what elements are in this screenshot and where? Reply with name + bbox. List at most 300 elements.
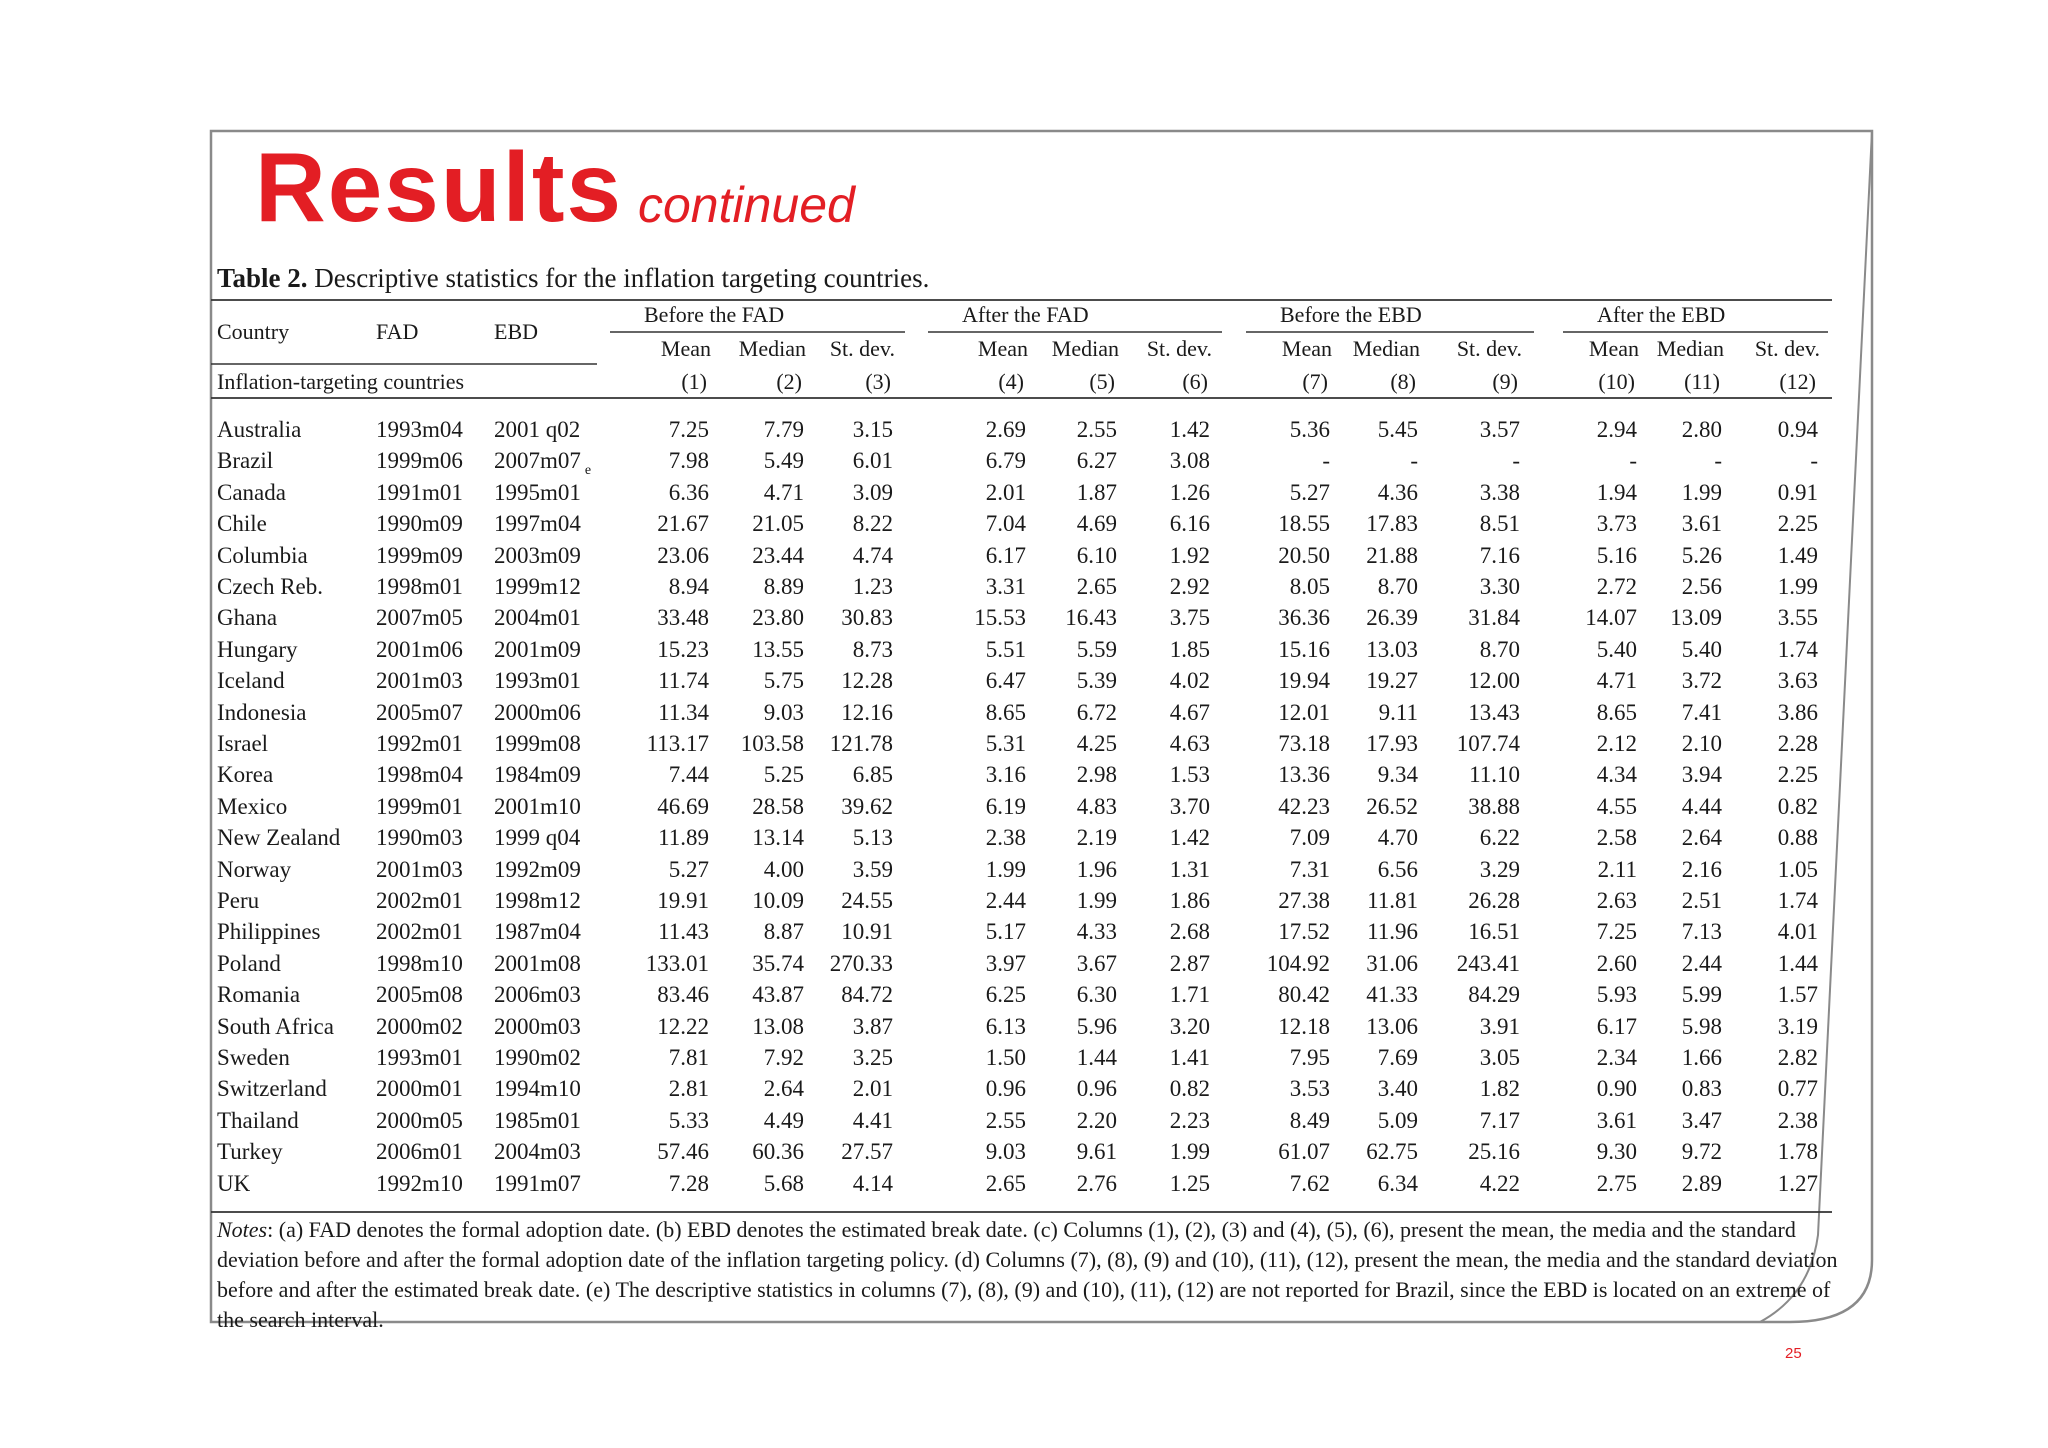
fad-cell: 1998m10 [376, 951, 463, 976]
value-cell: 7.92 [763, 1045, 804, 1070]
value-cell: 7.25 [668, 417, 709, 442]
value-cell: 7.98 [668, 448, 709, 473]
value-cell: 43.87 [752, 982, 804, 1007]
value-cell: 2.56 [1681, 574, 1722, 599]
value-cell: 8.73 [852, 637, 893, 662]
value-cell: 13.08 [752, 1014, 804, 1039]
value-cell: 31.84 [1468, 605, 1520, 630]
value-cell: 2.44 [1681, 951, 1722, 976]
value-cell: 2.11 [1597, 857, 1637, 882]
value-cell: 8.70 [1479, 637, 1520, 662]
sub-header: Mean [660, 336, 711, 361]
value-cell: 7.04 [985, 511, 1026, 536]
value-cell: 27.38 [1278, 888, 1330, 913]
value-cell: 3.53 [1289, 1076, 1330, 1101]
column-number: (4) [998, 369, 1024, 394]
value-cell: 113.17 [646, 731, 709, 756]
value-cell: 12.00 [1468, 668, 1520, 693]
value-cell: 1.05 [1777, 857, 1818, 882]
sub-header: St. dev. [1146, 336, 1212, 361]
value-cell: 6.36 [668, 480, 709, 505]
value-cell: 8.05 [1289, 574, 1330, 599]
value-cell: 0.88 [1777, 825, 1818, 850]
value-cell: 2.38 [985, 825, 1026, 850]
value-cell: 4.74 [852, 543, 893, 568]
ebd-cell: 1992m09 [494, 857, 581, 882]
value-cell: 1.96 [1076, 857, 1117, 882]
value-cell: 4.14 [852, 1171, 893, 1196]
country-cell: Czech Reb. [217, 574, 324, 599]
fad-cell: 1993m04 [376, 417, 463, 442]
value-cell: 3.87 [852, 1014, 893, 1039]
value-cell: 3.19 [1777, 1014, 1818, 1039]
country-cell: Philippines [217, 919, 321, 944]
ebd-cell: 2000m03 [494, 1014, 581, 1039]
value-cell: 4.00 [763, 857, 804, 882]
value-cell: 11.89 [658, 825, 709, 850]
value-cell: 2.23 [1169, 1108, 1210, 1133]
value-cell: 13.14 [752, 825, 804, 850]
value-cell: 133.01 [645, 951, 709, 976]
value-cell: 103.58 [740, 731, 804, 756]
value-cell: 5.98 [1681, 1014, 1722, 1039]
value-cell: 4.44 [1681, 794, 1722, 819]
value-cell: 3.86 [1777, 700, 1818, 725]
value-cell: 26.28 [1468, 888, 1520, 913]
value-cell: 6.56 [1377, 857, 1418, 882]
fad-cell: 1999m09 [376, 543, 463, 568]
ebd-cell: 1997m04 [494, 511, 581, 536]
column-number: (10) [1598, 369, 1635, 394]
value-cell: 9.30 [1596, 1139, 1637, 1164]
country-cell: Norway [217, 857, 292, 882]
value-cell: 5.26 [1681, 543, 1722, 568]
value-cell: 12.01 [1278, 700, 1330, 725]
country-cell: Chile [217, 511, 267, 536]
value-cell: 4.34 [1596, 762, 1637, 787]
value-cell: 6.16 [1169, 511, 1210, 536]
value-cell: 5.25 [763, 762, 804, 787]
country-cell: Turkey [217, 1139, 283, 1164]
value-cell: 0.82 [1777, 794, 1818, 819]
country-cell: UK [217, 1171, 251, 1196]
value-cell: 0.90 [1596, 1076, 1637, 1101]
value-cell: 24.55 [841, 888, 893, 913]
value-cell: 9.03 [763, 700, 804, 725]
value-cell: 7.81 [668, 1045, 709, 1070]
value-cell: 2.92 [1169, 574, 1210, 599]
country-cell: Thailand [217, 1108, 299, 1133]
group-header: After the EBD [1597, 302, 1726, 327]
value-cell: 11.74 [658, 668, 709, 693]
value-cell: 83.46 [657, 982, 709, 1007]
value-cell: 7.79 [763, 417, 804, 442]
country-cell: Poland [217, 951, 281, 976]
value-cell: 3.75 [1169, 605, 1210, 630]
value-cell: 6.19 [985, 794, 1026, 819]
value-cell: 4.71 [763, 480, 804, 505]
value-cell: 5.51 [985, 637, 1026, 662]
fad-cell: 1992m10 [376, 1171, 463, 1196]
ebd-cell: 1998m12 [494, 888, 581, 913]
sub-header: Mean [977, 336, 1028, 361]
country-cell: Hungary [217, 637, 298, 662]
value-cell: 30.83 [841, 605, 893, 630]
sub-header: Mean [1281, 336, 1332, 361]
value-cell: 5.59 [1076, 637, 1117, 662]
value-cell: 6.79 [985, 448, 1026, 473]
value-cell: 5.45 [1377, 417, 1418, 442]
value-cell: 14.07 [1585, 605, 1637, 630]
fad-cell: 1998m04 [376, 762, 463, 787]
value-cell: 1.50 [985, 1045, 1026, 1070]
table-notes [217, 1215, 1842, 1335]
value-cell: 8.22 [852, 511, 893, 536]
value-cell: 6.10 [1076, 543, 1117, 568]
group-header: Before the FAD [644, 302, 785, 327]
value-cell: 3.40 [1377, 1076, 1418, 1101]
value-cell: 1.27 [1777, 1171, 1818, 1196]
value-cell: 7.44 [668, 762, 709, 787]
value-cell: 6.22 [1479, 825, 1520, 850]
value-cell: 84.29 [1468, 982, 1520, 1007]
column-number: (11) [1684, 369, 1720, 394]
value-cell: 9.61 [1076, 1139, 1117, 1164]
value-cell: 5.96 [1076, 1014, 1117, 1039]
col-header-ebd: EBD [494, 319, 538, 344]
value-cell: 13.43 [1468, 700, 1520, 725]
value-cell: 6.30 [1076, 982, 1117, 1007]
value-cell: 0.96 [985, 1076, 1026, 1101]
fad-cell: 2001m06 [376, 637, 463, 662]
column-number: (6) [1182, 369, 1208, 394]
value-cell: 2.69 [985, 417, 1026, 442]
value-cell: 2.25 [1777, 762, 1818, 787]
value-cell: 7.41 [1681, 700, 1722, 725]
value-cell: 4.69 [1076, 511, 1117, 536]
value-cell: 9.03 [985, 1139, 1026, 1164]
value-cell: 21.67 [657, 511, 709, 536]
country-cell: Australia [217, 417, 302, 442]
value-cell: 2.20 [1076, 1108, 1117, 1133]
value-cell: 8.51 [1479, 511, 1520, 536]
value-cell: 3.38 [1479, 480, 1520, 505]
value-cell: 41.33 [1366, 982, 1418, 1007]
value-cell: 13.06 [1366, 1014, 1418, 1039]
value-cell: 6.17 [1596, 1014, 1637, 1039]
value-cell: 16.43 [1065, 605, 1117, 630]
value-cell: 5.93 [1596, 982, 1637, 1007]
value-cell: 5.13 [852, 825, 893, 850]
value-cell: 2.28 [1777, 731, 1818, 756]
value-cell: 23.44 [752, 543, 804, 568]
value-cell: 20.50 [1278, 543, 1330, 568]
country-cell: Mexico [217, 794, 288, 819]
value-cell: 107.74 [1456, 731, 1520, 756]
value-cell: - [1714, 448, 1722, 473]
value-cell: 0.94 [1777, 417, 1818, 442]
value-cell: 2.63 [1596, 888, 1637, 913]
value-cell: 1.86 [1169, 888, 1210, 913]
value-cell: 13.36 [1278, 762, 1330, 787]
value-cell: 6.47 [985, 668, 1026, 693]
ebd-cell: 2001m09 [494, 637, 581, 662]
value-cell: 5.17 [985, 919, 1026, 944]
ebd-cell: 2004m03 [494, 1139, 581, 1164]
value-cell: 8.89 [763, 574, 804, 599]
group-row-label: Inflation-targeting countries [217, 369, 465, 394]
value-cell: 12.22 [657, 1014, 709, 1039]
country-cell: Canada [217, 480, 286, 505]
sub-header: St. dev. [1754, 336, 1820, 361]
value-cell: 1.49 [1777, 543, 1818, 568]
value-cell: 4.67 [1169, 700, 1210, 725]
value-cell: 16.51 [1468, 919, 1520, 944]
value-cell: 2.38 [1777, 1108, 1818, 1133]
col-header-country: Country [217, 319, 290, 344]
ebd-cell: 1999m08 [494, 731, 581, 756]
value-cell: 35.74 [752, 951, 804, 976]
value-cell: 3.31 [985, 574, 1026, 599]
ebd-cell: 1984m09 [494, 762, 581, 787]
value-cell: 5.99 [1681, 982, 1722, 1007]
fad-cell: 1993m01 [376, 1045, 463, 1070]
value-cell: 2.98 [1076, 762, 1117, 787]
value-cell: 3.29 [1479, 857, 1520, 882]
country-cell: New Zealand [217, 825, 341, 850]
ebd-cell: 1990m02 [494, 1045, 581, 1070]
value-cell: - [1512, 448, 1520, 473]
value-cell: 2.55 [1076, 417, 1117, 442]
ebd-cell: 1999 q04 [494, 825, 581, 850]
value-cell: 6.72 [1076, 700, 1117, 725]
value-cell: 1.99 [1777, 574, 1818, 599]
column-number: (9) [1492, 369, 1518, 394]
value-cell: 0.83 [1681, 1076, 1722, 1101]
value-cell: 8.70 [1377, 574, 1418, 599]
value-cell: 3.61 [1681, 511, 1722, 536]
value-cell: 5.33 [668, 1108, 709, 1133]
value-cell: 1.42 [1169, 825, 1210, 850]
value-cell: 8.94 [668, 574, 709, 599]
value-cell: 26.39 [1366, 605, 1418, 630]
value-cell: 6.01 [852, 448, 893, 473]
value-cell: 2.16 [1681, 857, 1722, 882]
value-cell: 1.99 [1169, 1139, 1210, 1164]
value-cell: 1.25 [1169, 1171, 1210, 1196]
page-number: 25 [1785, 1345, 1802, 1362]
value-cell: 3.55 [1777, 605, 1818, 630]
value-cell: 19.94 [1278, 668, 1330, 693]
value-cell: 1.74 [1777, 637, 1818, 662]
ebd-cell: 1985m01 [494, 1108, 581, 1133]
notes-label: Notes [217, 1217, 268, 1242]
value-cell: 3.15 [852, 417, 893, 442]
value-cell: 6.85 [852, 762, 893, 787]
ebd-cell: 1991m07 [494, 1171, 581, 1196]
value-cell: 11.96 [1367, 919, 1418, 944]
value-cell: 5.49 [763, 448, 804, 473]
value-cell: 2.25 [1777, 511, 1818, 536]
value-cell: 84.72 [841, 982, 893, 1007]
group-header: After the FAD [962, 302, 1089, 327]
value-cell: 2.65 [985, 1171, 1026, 1196]
value-cell: 2.10 [1681, 731, 1722, 756]
value-cell: 10.91 [841, 919, 893, 944]
value-cell: 1.66 [1681, 1045, 1722, 1070]
value-cell: 60.36 [752, 1139, 804, 1164]
sub-header: Median [1352, 336, 1420, 361]
value-cell: 23.06 [657, 543, 709, 568]
value-cell: 2.60 [1596, 951, 1637, 976]
value-cell: 3.59 [852, 857, 893, 882]
value-cell: 7.13 [1681, 919, 1722, 944]
value-cell: 104.92 [1266, 951, 1330, 976]
value-cell: 38.88 [1468, 794, 1520, 819]
slide-title: Results [255, 132, 624, 242]
value-cell: 5.68 [763, 1171, 804, 1196]
value-cell: 28.58 [752, 794, 804, 819]
value-cell: 4.36 [1377, 480, 1418, 505]
notes-text: : (a) FAD denotes the formal adoption date. (b) EBD denotes the estimated break date. (c) Columns (1), (2), (3) and (4), (5), (6), present the mean, the media and the standard deviation before and after the formal adoption date of the inflation targeting policy. (d) Columns (7), (8), (9) and (10), (11), (12), present the mean, the media and the standard deviation before and after the estimated break date. (e) The descriptive statistics in columns (7), (8), (9) and (10), (11), (12) are not reported for Brazil, since the EBD is located on an extreme of the search interval. [217, 1217, 1838, 1332]
value-cell: 270.33 [829, 951, 893, 976]
value-cell: 1.99 [1681, 480, 1722, 505]
fad-cell: 2000m02 [376, 1014, 463, 1039]
country-cell: Indonesia [217, 700, 307, 725]
value-cell: 11.43 [658, 919, 709, 944]
fad-cell: 1999m06 [376, 448, 463, 473]
fad-cell: 1991m01 [376, 480, 463, 505]
value-cell: 2.34 [1596, 1045, 1637, 1070]
fad-cell: 2006m01 [376, 1139, 463, 1164]
value-cell: 4.63 [1169, 731, 1210, 756]
value-cell: 1.26 [1169, 480, 1210, 505]
ebd-cell: 1993m01 [494, 668, 581, 693]
value-cell: 9.72 [1681, 1139, 1722, 1164]
sub-header: Median [1051, 336, 1119, 361]
value-cell: 121.78 [829, 731, 893, 756]
value-cell: 1.31 [1169, 857, 1210, 882]
value-cell: 0.96 [1076, 1076, 1117, 1101]
value-cell: 4.41 [852, 1108, 893, 1133]
value-cell: 4.55 [1596, 794, 1637, 819]
value-cell: 2.55 [985, 1108, 1026, 1133]
value-cell: 2.64 [763, 1076, 804, 1101]
value-cell: 7.17 [1479, 1108, 1520, 1133]
sub-header: St. dev. [829, 336, 895, 361]
value-cell: 1.41 [1169, 1045, 1210, 1070]
value-cell: 12.18 [1278, 1014, 1330, 1039]
fad-cell: 2002m01 [376, 888, 463, 913]
value-cell: 4.25 [1076, 731, 1117, 756]
country-cell: Columbia [217, 543, 308, 568]
ebd-cell: 1995m01 [494, 480, 581, 505]
value-cell: 3.47 [1681, 1108, 1722, 1133]
fad-cell: 1990m03 [376, 825, 463, 850]
value-cell: 5.27 [668, 857, 709, 882]
value-cell: 36.36 [1278, 605, 1330, 630]
value-cell: 2.51 [1681, 888, 1722, 913]
value-cell: 6.27 [1076, 448, 1117, 473]
fad-cell: 2001m03 [376, 857, 463, 882]
value-cell: 15.23 [657, 637, 709, 662]
value-cell: 8.87 [763, 919, 804, 944]
value-cell: 15.53 [974, 605, 1026, 630]
value-cell: 2.64 [1681, 825, 1722, 850]
sub-header: St. dev. [1456, 336, 1522, 361]
country-cell: Iceland [217, 668, 285, 693]
value-cell: 57.46 [657, 1139, 709, 1164]
value-cell: 1.94 [1596, 480, 1637, 505]
value-cell: 17.93 [1366, 731, 1418, 756]
value-cell: 1.57 [1777, 982, 1818, 1007]
value-cell: 1.99 [1076, 888, 1117, 913]
value-cell: 4.70 [1377, 825, 1418, 850]
value-cell: 0.91 [1777, 480, 1818, 505]
sub-header: Mean [1588, 336, 1639, 361]
value-cell: 19.91 [657, 888, 709, 913]
fad-cell: 1992m01 [376, 731, 463, 756]
value-cell: 21.88 [1366, 543, 1418, 568]
value-cell: 5.27 [1289, 480, 1330, 505]
value-cell: 2.19 [1076, 825, 1117, 850]
value-cell: 2.65 [1076, 574, 1117, 599]
value-cell: 7.16 [1479, 543, 1520, 568]
fad-cell: 2007m05 [376, 605, 463, 630]
country-cell: Peru [217, 888, 260, 913]
table-label: Table 2. [217, 263, 308, 293]
ebd-cell: 2003m09 [494, 543, 581, 568]
value-cell: 9.34 [1377, 762, 1418, 787]
value-cell: 1.82 [1479, 1076, 1520, 1101]
value-cell: 18.55 [1278, 511, 1330, 536]
value-cell: 3.09 [852, 480, 893, 505]
value-cell: 1.44 [1777, 951, 1818, 976]
value-cell: 3.08 [1169, 448, 1210, 473]
value-cell: 2.58 [1596, 825, 1637, 850]
value-cell: 19.27 [1366, 668, 1418, 693]
value-cell: 11.34 [658, 700, 709, 725]
value-cell: 3.30 [1479, 574, 1520, 599]
fad-cell: 1990m09 [376, 511, 463, 536]
value-cell: 3.16 [985, 762, 1026, 787]
column-number: (7) [1302, 369, 1328, 394]
value-cell: 4.22 [1479, 1171, 1520, 1196]
ebd-cell: 2007m07 $_e$ [494, 448, 592, 478]
table-caption-text: Descriptive statistics for the inflation targeting countries. [314, 263, 930, 293]
value-cell: 5.36 [1289, 417, 1330, 442]
country-cell: Ghana [217, 605, 278, 630]
fad-cell: 1998m01 [376, 574, 463, 599]
column-number: (5) [1089, 369, 1115, 394]
value-cell: 2.01 [985, 480, 1026, 505]
value-cell: 4.33 [1076, 919, 1117, 944]
value-cell: 23.80 [752, 605, 804, 630]
value-cell: 6.34 [1377, 1171, 1418, 1196]
value-cell: 3.63 [1777, 668, 1818, 693]
value-cell: 8.65 [985, 700, 1026, 725]
value-cell: 13.55 [752, 637, 804, 662]
value-cell: 62.75 [1366, 1139, 1418, 1164]
sub-header: Median [1656, 336, 1724, 361]
country-cell: Sweden [217, 1045, 290, 1070]
column-number: (8) [1390, 369, 1416, 394]
fad-cell: 2005m07 [376, 700, 463, 725]
value-cell: 1.85 [1169, 637, 1210, 662]
value-cell: 10.09 [752, 888, 804, 913]
value-cell: 2.81 [668, 1076, 709, 1101]
value-cell: 7.25 [1596, 919, 1637, 944]
